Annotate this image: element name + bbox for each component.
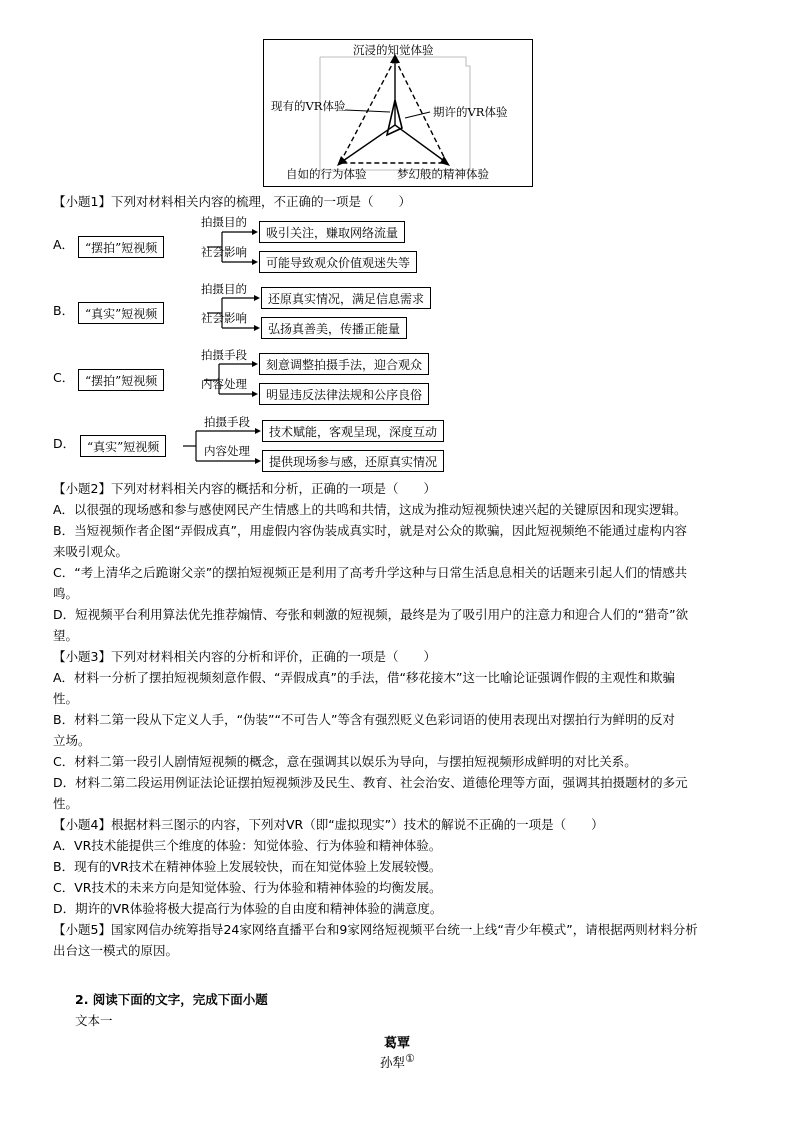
q5-text-cont: 出台这一模式的原因。: [53, 943, 179, 958]
q1-c-root: “摆拍”短视频: [78, 369, 164, 391]
radar-label-bottom-right: 梦幻般的精神体验: [397, 167, 489, 181]
q1-c-leaf2: 明显违反法律法规和公序良俗: [259, 383, 429, 405]
q1-d-branch2: 内容处理: [204, 444, 250, 458]
q1-option-b-letter[interactable]: B．: [53, 303, 75, 318]
q1-a-branch1: 拍摄目的: [201, 215, 247, 229]
section2-heading: 2. 阅读下面的文字，完成下面小题: [75, 992, 268, 1007]
q1-a-root: “摆拍”短视频: [78, 236, 164, 258]
q1-c-leaf1: 刻意调整拍摄手法，迎合观众: [259, 353, 429, 375]
q2-option-c[interactable]: C．“考上清华之后跪谢父亲”的摆拍短视频正是利用了高考升学这种与日常生活息息相关的话题来引起人们的情感共: [53, 565, 688, 580]
q1-b-branch2: 社会影响: [201, 311, 247, 325]
q4-title: 【小题4】根据材料三图示的内容，下列对VR（即“虚拟现实”）技术的解说不正确的一项是（ ）: [53, 817, 604, 832]
q1-option-c-letter[interactable]: C．: [53, 370, 75, 385]
q4-option-a[interactable]: A．VR技术能提供三个维度的体验：知觉体验、行为体验和精神体验。: [53, 838, 442, 853]
q3-option-b[interactable]: B．材料二第一段从下定义人手，“伪装”“不可告人”等含有强烈贬义色彩词语的使用表现出对摆拍行为鲜明的反对: [53, 712, 675, 727]
q1-option-d-letter[interactable]: D．: [53, 436, 76, 451]
radar-label-left: 现有的VR体验: [271, 99, 346, 113]
q2-option-b-cont: 来吸引观众。: [53, 544, 129, 559]
q3-option-a-cont: 性。: [53, 691, 79, 706]
q1-a-leaf2: 可能导致观众价值观迷失等: [259, 251, 417, 273]
q5-text: 【小题5】国家网信办统筹指导24家网络直播平台和9家网络短视频平台统一上线“青少年模式”，请根据两则材料分析: [53, 922, 698, 937]
q2-option-b[interactable]: B．当短视频作者企图“弄假成真”，用虚假内容伪装成真实时，就是对公众的欺骗，因此短视频绝不能通过虚构内容: [53, 523, 688, 538]
article-title: 葛覃: [384, 1036, 411, 1051]
q3-option-c[interactable]: C．材料二第一段引人剧情短视频的概念，意在强调其以娱乐为导向，与摆拍短视频形成鲜明的对比关系。: [53, 754, 637, 769]
radar-label-right: 期许的VR体验: [433, 105, 508, 119]
q1-c-branch2: 内容处理: [201, 377, 247, 391]
q2-option-a[interactable]: A．以很强的现场感和参与感使网民产生情感上的共鸣和共情，这成为推动短视频快速兴起的关键原因和现实逻辑。: [53, 502, 687, 517]
q4-option-b[interactable]: B．现有的VR技术在精神体验上发展较快，而在知觉体验上发展较慢。: [53, 859, 442, 874]
q1-option-a-letter[interactable]: A．: [53, 237, 75, 252]
q1-a-branch2: 社会影响: [201, 245, 247, 259]
q1-b-root: “真实”短视频: [78, 302, 164, 324]
q3-title: 【小题3】下列对材料相关内容的分析和评价，正确的一项是（ ）: [53, 649, 436, 664]
q1-b-leaf1: 还原真实情况，满足信息需求: [261, 287, 431, 309]
section2-text-label: 文本一: [75, 1013, 113, 1028]
q2-title: 【小题2】下列对材料相关内容的概括和分析，正确的一项是（ ）: [53, 481, 436, 496]
q1-d-branch1: 拍摄手段: [204, 415, 250, 429]
article-author: [380, 1052, 415, 1071]
q1-c-branch1: 拍摄手段: [201, 348, 247, 362]
radar-label-bottom-left: 自如的行为体验: [286, 167, 367, 181]
author-name: 孙犁: [380, 1055, 406, 1071]
q1-title: 【小题1】下列对材料相关内容的梳理，不正确的一项是（ ）: [53, 194, 411, 209]
q1-b-branch1: 拍摄目的: [201, 282, 247, 296]
q1-d-root: “真实”短视频: [80, 435, 166, 457]
q2-option-c-cont: 鸣。: [53, 586, 79, 601]
q1-b-leaf2: 弘扬真善美，传播正能量: [261, 317, 407, 339]
q4-option-d[interactable]: D．期许的VR体验将极大提高行为体验的自由度和精神体验的满意度。: [53, 901, 443, 916]
q3-option-a[interactable]: A．材料一分析了摆拍短视频刻意作假、“弄假成真”的手法，借“移花接木”这一比喻论证强调作假的主观性和欺骗: [53, 670, 675, 685]
q2-option-d[interactable]: D．短视频平台利用算法优先推荐煽情、夸张和刺激的短视频，最终是为了吸引用户的注意力和迎合人们的“猎奇”欲: [53, 607, 689, 622]
footnote-marker: ①: [405, 1052, 415, 1065]
q1-d-leaf1: 技术赋能，客观呈现，深度互动: [262, 420, 444, 442]
q3-option-d[interactable]: D．材料二第二段运用例证法论证摆拍短视频涉及民生、教育、社会治安、道德伦理等方面，强调其拍摄题材的多元: [53, 775, 688, 790]
q4-option-c[interactable]: C．VR技术的未来方向是知觉体验、行为体验和精神体验的均衡发展。: [53, 880, 442, 895]
q3-option-d-cont: 性。: [53, 796, 79, 811]
q1-a-leaf1: 吸引关注，赚取网络流量: [259, 221, 405, 243]
radar-label-top: 沉浸的知觉体验: [353, 43, 434, 57]
q3-option-b-cont: 立场。: [53, 733, 91, 748]
q1-d-leaf2: 提供现场参与感，还原真实情况: [262, 450, 444, 472]
q2-option-d-cont: 望。: [53, 628, 79, 643]
